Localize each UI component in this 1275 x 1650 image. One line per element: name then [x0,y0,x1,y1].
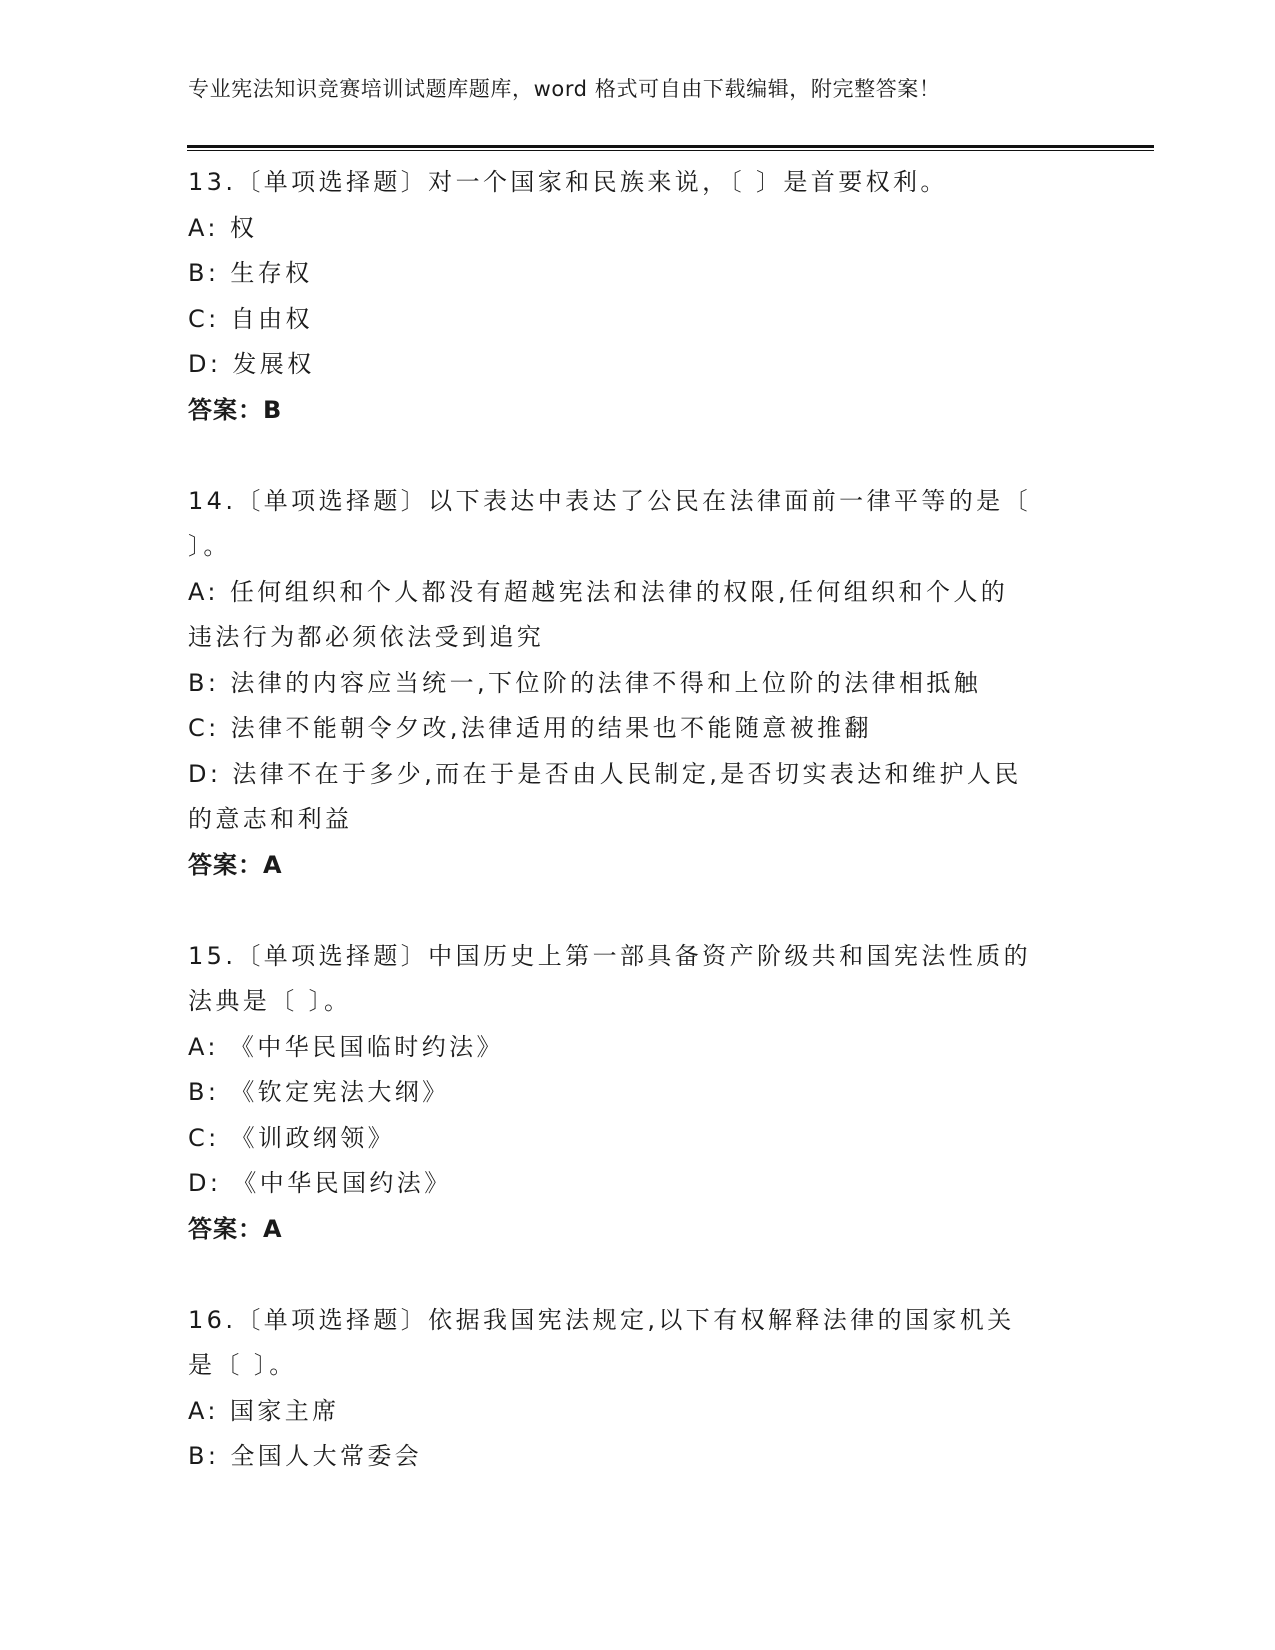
question-14-option-b: B: 法律的内容应当统一,下位阶的法律不得和上位阶的法律相抵触 [188,668,982,697]
question-spacer [188,433,1088,479]
question-14 [188,479,1088,889]
question-16-option-b: B: 全国人大常委会 [188,1442,423,1470]
question-13-stem: 13.〔单项选择题〕对一个国家和民族来说，〔 〕是首要权利。 [188,168,948,196]
question-13 [188,160,1088,433]
question-14-answer: 答案：A [188,850,283,879]
question-14-option-d-continued: 的意志和利益 [188,805,353,833]
question-15-option-d: D: 《中华民国约法》 [188,1169,452,1197]
question-14-option-c: C: 法律不能朝令夕改,法律适用的结果也不能随意被推翻 [188,714,872,742]
question-15-stem: 15.〔单项选择题〕中国历史上第一部具备资产阶级共和国宪法性质的 [188,941,1031,970]
question-15 [188,934,1088,1253]
question-13-option-d: D: 发展权 [188,350,315,378]
question-16-stem-continued: 是〔 〕。 [188,1351,297,1379]
question-13-option-a: A: 权 [188,213,258,242]
question-15-option-a: A: 《中华民国临时约法》 [188,1032,504,1061]
question-16 [188,1298,1088,1480]
header-divider-thin [187,150,1154,151]
header-divider-thick [187,145,1154,148]
question-16-stem: 16.〔单项选择题〕依据我国宪法规定,以下有权解释法律的国家机关 [188,1305,1015,1334]
question-14-stem: 14.〔单项选择题〕以下表达中表达了公民在法律面前一律平等的是〔 [188,486,1031,515]
question-13-option-b: B: 生存权 [188,259,313,287]
question-14-option-a: A: 任何组织和个人都没有超越宪法和法律的权限,任何组织和个人的 [188,577,1009,606]
question-16-option-a: A: 国家主席 [188,1396,340,1425]
question-15-option-c: C: 《训政纲领》 [188,1123,396,1152]
question-spacer [188,1252,1088,1298]
question-list [188,160,1088,1480]
question-13-option-c: C: 自由权 [188,304,313,333]
question-15-stem-continued: 法典是〔 〕。 [188,987,352,1015]
question-13-answer: 答案：B [188,395,283,424]
question-15-answer: 答案：A [188,1214,283,1243]
question-spacer [188,888,1088,934]
question-14-option-a-continued: 违法行为都必须依法受到追究 [188,623,545,651]
page-header-text: 专业宪法知识竞赛培训试题库题库，word 格式可自由下载编辑，附完整答案！ [188,77,941,101]
question-14-stem-continued: 〕。 [188,532,231,560]
question-14-option-d: D: 法律不在于多少,而在于是否由人民制定,是否切实表达和维护人民 [188,759,1022,788]
question-15-option-b: B: 《钦定宪法大纲》 [188,1078,450,1106]
